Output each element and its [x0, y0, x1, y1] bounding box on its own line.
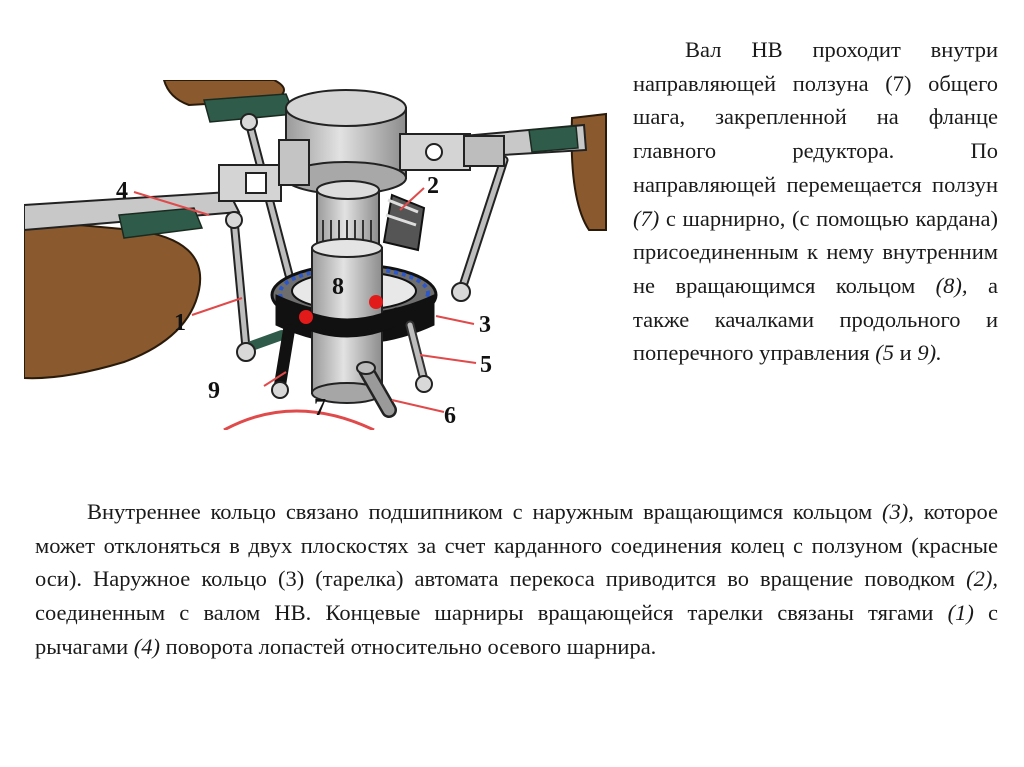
label-2: 2	[427, 173, 439, 199]
text-bottom-s3: которое может отклоняться в двух плоскостях за счет карданного соединения колец с ползуном (красные оси). Наружное кольцо (3) (тарелка) автомата перекоса приводится во вращение поводком	[35, 499, 998, 592]
text-bottom-s1: Внутреннее кольцо связано подшипником с наружным вращающимся кольцом	[87, 499, 883, 524]
label-1: 1	[174, 310, 186, 336]
blade-left	[24, 220, 200, 378]
text-bottom-s7: с рычагами	[35, 600, 998, 659]
label-8: 8	[332, 274, 344, 300]
text-right-s2: (7)	[633, 205, 660, 231]
hub-top	[286, 90, 406, 126]
label-6: 6	[444, 403, 456, 429]
text-right-s7: и	[894, 340, 918, 366]
label-3: 3	[479, 312, 491, 338]
text-right-s3: с шарнирно, (с помощью кардана) присоединенным к нему внутренним не вращающимся кольцом	[633, 205, 998, 298]
swashplate-diagram	[24, 80, 612, 430]
pitch-link-right	[461, 160, 504, 292]
cardan-axis-left	[299, 310, 313, 324]
text-right-s6: (5	[875, 340, 895, 366]
text-bottom-s6: (1)	[947, 600, 974, 626]
text-bottom-s4: (2),	[966, 566, 998, 592]
label-5: 5	[480, 352, 492, 378]
base-curve	[224, 411, 374, 430]
grip-right	[529, 126, 578, 152]
description-right	[633, 33, 998, 370]
text-bottom-s2: (3),	[882, 499, 914, 524]
label-4: 4	[116, 178, 128, 204]
label-7: 7	[314, 395, 326, 421]
description-bottom	[35, 495, 998, 664]
text-right-s4: (8),	[935, 272, 968, 298]
label-9: 9	[208, 378, 220, 404]
text-right-s5: а также качалками продольного и поперечного управления	[633, 272, 998, 366]
text-bottom-s5: соединенным с валом НВ. Концевые шарниры вращающейся тарелки связаны тягами	[35, 600, 948, 626]
text-bottom-s8: (4)	[133, 633, 161, 659]
swashplate-drawing	[24, 80, 612, 430]
text-bottom-s9: поворота лопастей относительно осевого шарнира.	[160, 633, 657, 659]
cardan-axis-right	[369, 295, 383, 309]
text-right-s1: Вал НВ проходит внутри направляющей ползуна (7) общего шага, закрепленной на фланце главного редуктора. По направляющей перемещается ползун	[633, 37, 998, 197]
text-right-s8: 9).	[917, 340, 942, 366]
